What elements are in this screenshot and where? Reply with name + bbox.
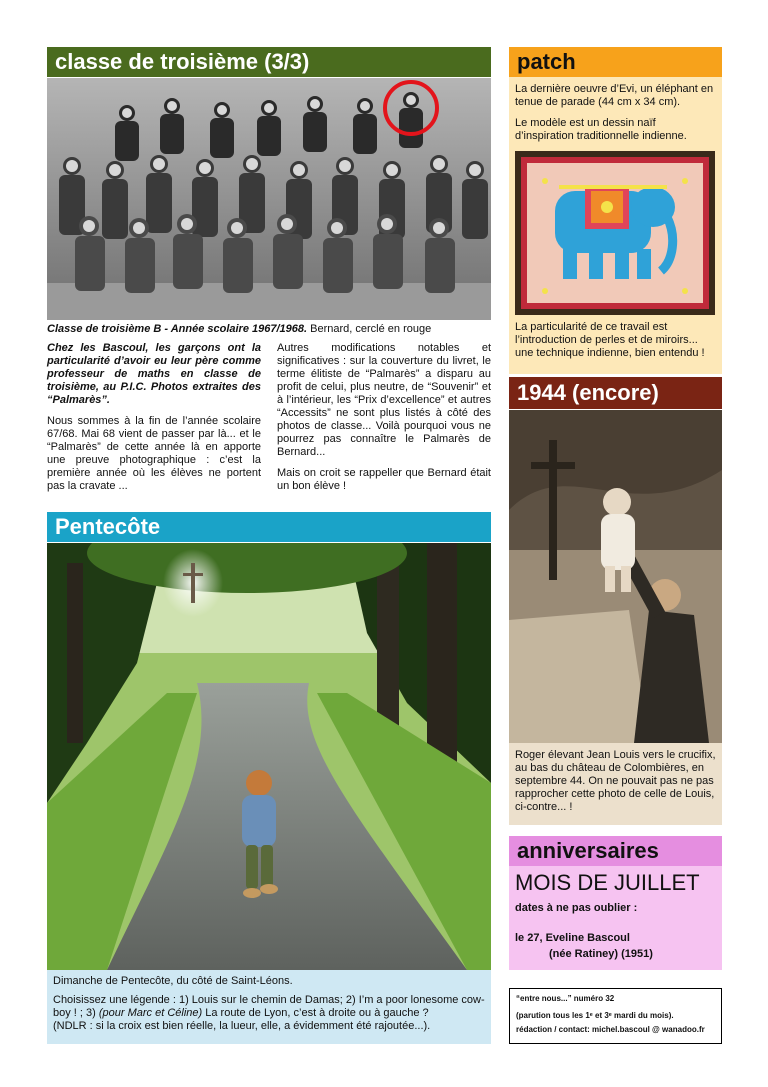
y1944-caption-text: Roger élevant Jean Louis vers le crucifix, au bas du château de Colombières, en septembre 44. On ne pouvait pas ne pas rapprocher cette photo de celle de Louis, ci-contre... !	[515, 749, 716, 813]
patch-banner	[509, 47, 722, 77]
caption-bold: Classe de troisième B - Année scolaire 1967/1968.	[47, 323, 308, 335]
classe-para3: Mais on croit se rappeller que Bernard était un bon élève !	[277, 467, 491, 492]
footer-line1: (parution tous les 1ᵉ et 3ᵉ mardi du mois).	[516, 1011, 674, 1020]
classe-title: classe de troisième (3/3)	[55, 49, 310, 74]
elephant-patch-image	[515, 151, 715, 315]
footer-line2: rédaction / contact: michel.bascoul @ wanadoo.fr	[516, 1025, 705, 1034]
elephant-patch-photo	[515, 151, 715, 315]
anniv-line1: le 27, Eveline Bascoul	[515, 932, 630, 944]
anniv-title: anniversaires	[517, 838, 659, 863]
pentecote-banner	[47, 512, 491, 542]
y1944-title: 1944 (encore)	[517, 380, 659, 405]
classe-para2: Autres modifications notables et significatives : sur la couverture du livret, le terme élitiste de “Palmarès” a disparu au profit de celui, plus neutre, de “Souvenir” et à l’intérieur, les “Prix d’excellence” et autres “Accessits” ne sont plus listés à côté des photos de classe... Voilà pourquoi vous ne pourrez pas connaître le Palmarès de Bernard...	[277, 342, 491, 458]
photo-1944	[509, 410, 722, 743]
road-photo-image	[47, 543, 491, 970]
classe-column-left	[47, 342, 261, 501]
legend-part-a: Choisissez une légende : 1) Louis sur le chemin de Damas; 2) I’m a poor lonesome cow-boy ! ; 3)	[53, 994, 485, 1019]
y1944-caption	[509, 743, 722, 825]
cross-icon	[191, 563, 195, 603]
patch-title: patch	[517, 49, 576, 74]
photo-1944-image	[509, 410, 722, 743]
y1944-banner	[509, 377, 722, 409]
footer-title: “entre nous...” numéro 32	[516, 994, 615, 1003]
caption-rest: Bernard, cerclé en rouge	[307, 323, 432, 335]
classe-banner	[47, 47, 491, 77]
class-photo-image	[47, 78, 491, 320]
classe-column-right	[277, 342, 491, 501]
class-photo-caption	[47, 323, 491, 336]
legend-italic: (pour Marc et Céline)	[98, 1007, 203, 1019]
road-photo	[47, 543, 491, 970]
anniv-subtitle: dates à ne pas oublier :	[515, 902, 638, 914]
class-photo	[47, 78, 491, 320]
pentecote-legend	[53, 994, 485, 1020]
anniv-month: MOIS DE JUILLET	[515, 870, 700, 895]
classe-para1: Nous sommes à la fin de l’année scolaire 67/68. Mai 68 vient de passer par là... et le “Palmarès” de cette année là en apporte une preuve photographique : c’est la première année où les élèves ne portent pas la cravate ...	[47, 415, 261, 492]
pentecote-title: Pentecôte	[55, 514, 161, 539]
patch-panel	[509, 77, 722, 374]
newsletter-footer	[509, 988, 722, 1044]
pentecote-ndlr: (NDLR : si la croix est bien réelle, la lueur, elle, a évidemment été rajoutée...).	[53, 1020, 431, 1032]
classe-intro: Chez les Bascoul, les garçons ont la particularité d’avoir eu leur père comme professeur de maths en classe de troisième, au P.I.C. Photos extraites des “Palmarès”.	[47, 342, 261, 406]
patch-text2: Le modèle est un dessin naïf d’inspiration traditionnelle indienne.	[515, 117, 687, 142]
pentecote-caption1: Dimanche de Pentecôte, du côté de Saint-Léons.	[53, 975, 293, 987]
anniv-panel	[509, 866, 722, 970]
patch-text3: La particularité de ce travail est l’introduction de perles et de miroirs... une technique indienne, bien entendu !	[515, 321, 705, 359]
anniv-line2: (née Ratiney) (1951)	[549, 948, 653, 960]
patch-text1: La dernière oeuvre d’Evi, un éléphant en tenue de parade (44 cm x 34 cm).	[515, 83, 714, 108]
legend-part-b: La route de Lyon, c’est à droite ou à gauche ?	[202, 1007, 429, 1019]
crucifix-icon	[549, 440, 557, 580]
anniv-banner	[509, 836, 722, 866]
pentecote-caption	[47, 970, 491, 1044]
